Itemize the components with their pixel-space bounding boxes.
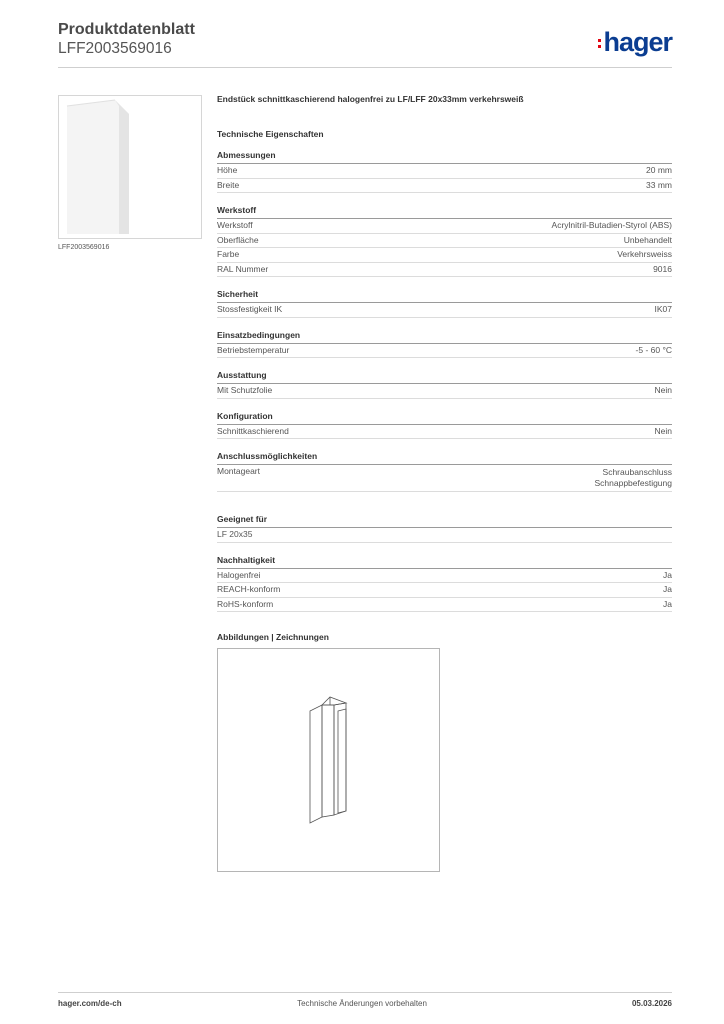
property-row: RAL Nummer 9016 xyxy=(217,263,672,278)
end-cap-drawing-icon xyxy=(218,649,439,871)
header-divider xyxy=(58,67,672,68)
footer-divider xyxy=(58,992,672,993)
figures-title: Abbildungen | Zeichnungen xyxy=(217,632,329,642)
property-row: Stossfestigkeit IK IK07 xyxy=(217,303,672,318)
footer-website-link[interactable]: hager.com/de-ch xyxy=(58,999,122,1008)
section-material xyxy=(217,205,672,277)
product-code: LFF2003569016 xyxy=(58,40,172,57)
section-conditions xyxy=(217,330,672,359)
thumbnail-caption: LFF2003569016 xyxy=(58,244,110,251)
section-dimensions xyxy=(217,150,672,193)
property-row: Schnittkaschierend Nein xyxy=(217,425,672,440)
property-row: Oberfläche Unbehandelt xyxy=(217,234,672,249)
hager-logo[interactable]: hager xyxy=(598,27,672,58)
section-safety xyxy=(217,289,672,318)
product-title: Endstück schnittkaschierend halogenfrei zu LF/LFF 20x33mm verkehrsweiß xyxy=(217,94,524,104)
section-title: Anschlussmöglichkeiten xyxy=(217,451,672,465)
property-row: Höhe 20 mm xyxy=(217,164,672,179)
property-row: Betriebstemperatur -5 - 60 °C xyxy=(217,344,672,359)
section-suitable-for xyxy=(217,514,672,543)
section-title: Geeignet für xyxy=(217,514,672,528)
section-title: Sicherheit xyxy=(217,289,672,303)
property-row: Farbe Verkehrsweiss xyxy=(217,248,672,263)
property-row: Mit Schutzfolie Nein xyxy=(217,384,672,399)
section-configuration xyxy=(217,411,672,440)
section-title: Nachhaltigkeit xyxy=(217,555,672,569)
section-equipment xyxy=(217,370,672,399)
product-details xyxy=(217,94,672,642)
property-row: REACH-konform Ja xyxy=(217,583,672,598)
section-title: Konfiguration xyxy=(217,411,672,425)
property-row: LF 20x35 xyxy=(217,528,672,543)
section-title: Abmessungen xyxy=(217,150,672,164)
logo-colon-icon xyxy=(598,39,601,42)
property-row: Montageart Schraubanschluss Schnappbefestigung xyxy=(217,465,672,492)
property-row: Halogenfrei Ja xyxy=(217,569,672,584)
section-sustainability xyxy=(217,555,672,613)
page-title: Produktdatenblatt xyxy=(58,21,195,38)
property-row: Breite 33 mm xyxy=(217,179,672,194)
section-connections xyxy=(217,451,672,492)
footer-notice: Technische Änderungen vorbehalten xyxy=(297,999,427,1008)
property-row: Werkstoff Acrylnitril-Butadien-Styrol (ABS) xyxy=(217,219,672,234)
product-photo-icon xyxy=(59,96,201,238)
section-title: Werkstoff xyxy=(217,205,672,219)
product-thumbnail xyxy=(58,95,202,239)
section-title: Einsatzbedingungen xyxy=(217,330,672,344)
tech-properties-title: Technische Eigenschaften xyxy=(217,129,324,139)
technical-drawing xyxy=(217,648,440,872)
section-title: Ausstattung xyxy=(217,370,672,384)
footer-date: 05.03.2026 xyxy=(631,999,672,1008)
property-row: RoHS-konform Ja xyxy=(217,598,672,613)
